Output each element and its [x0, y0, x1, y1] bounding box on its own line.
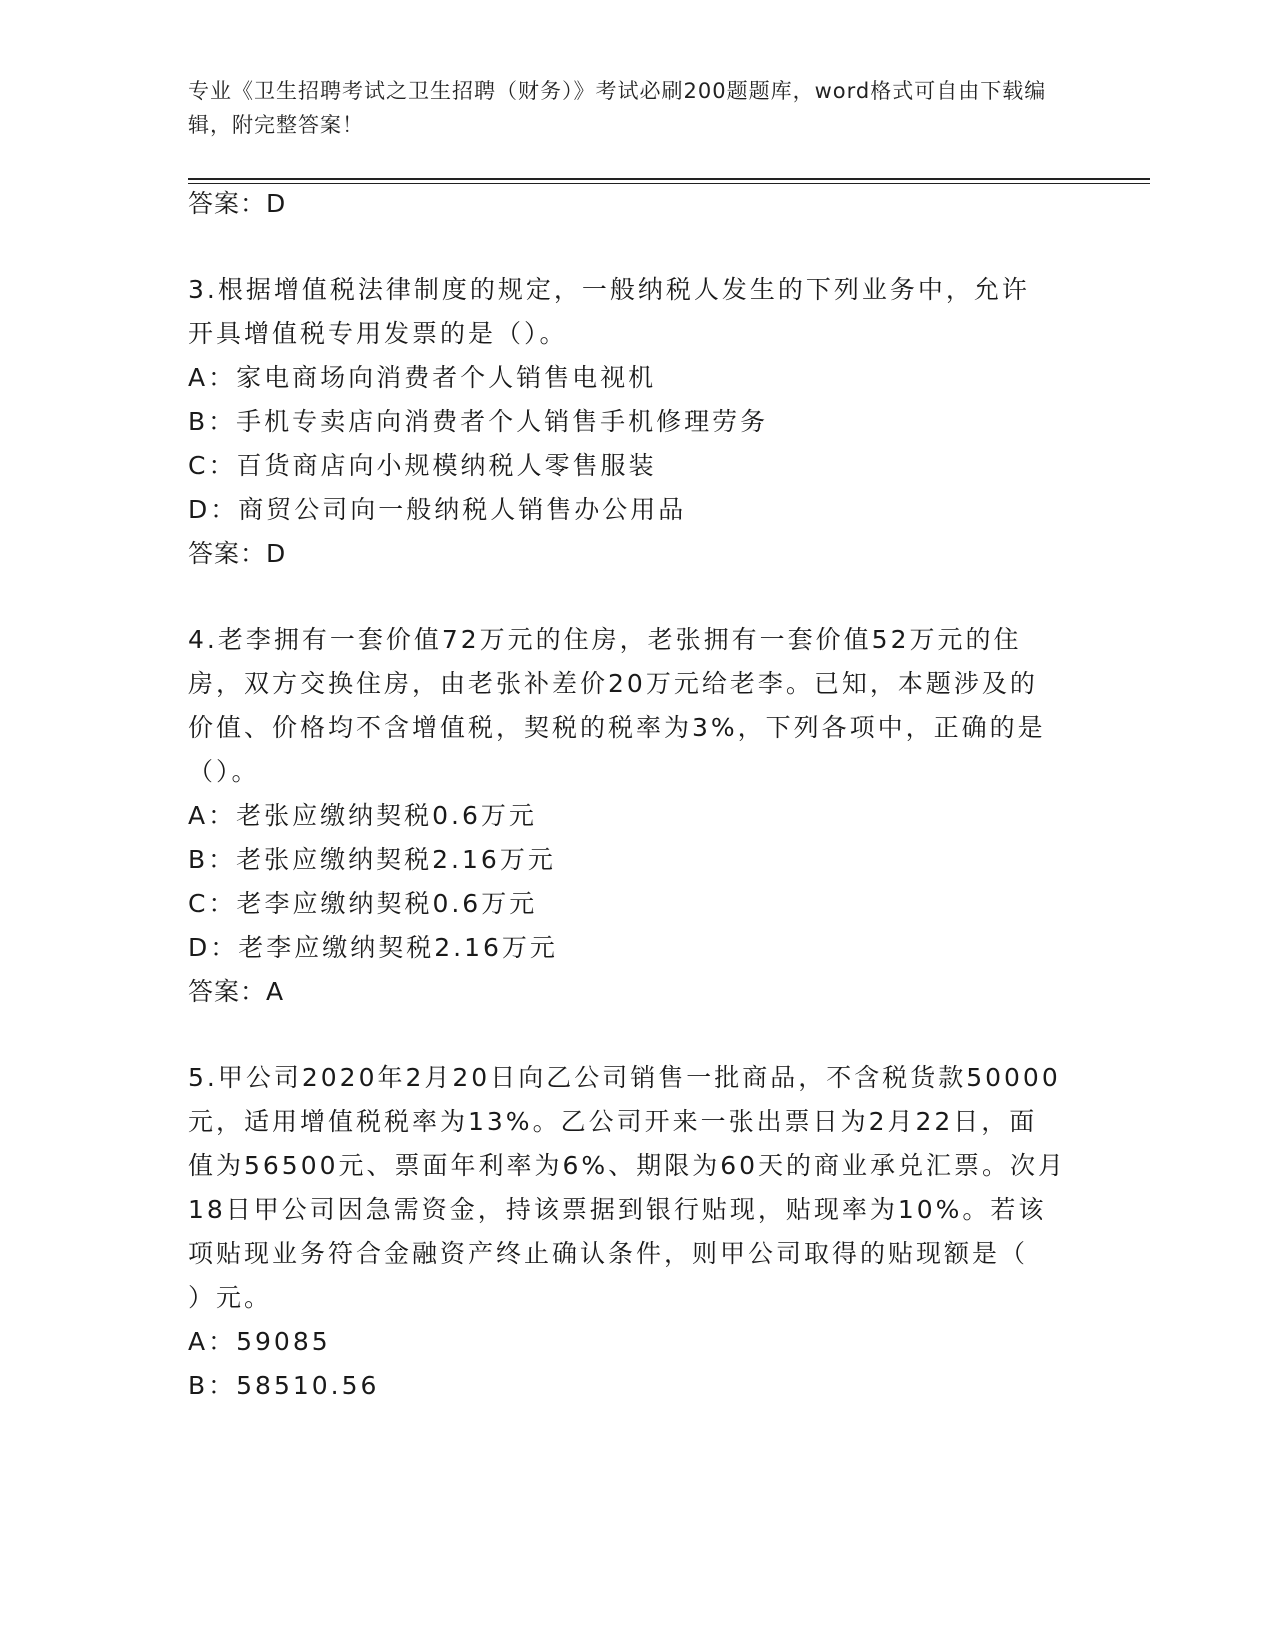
- question-3-option-a: A：家电商场向消费者个人销售电视机: [188, 363, 657, 392]
- question-3-stem-line-2: 开具增值税专用发票的是（）。: [188, 319, 568, 348]
- question-3-answer: 答案：D: [188, 539, 287, 568]
- question-5-option-a: A：59085: [188, 1327, 331, 1356]
- question-4-option-c: C：老李应缴纳契税0.6万元: [188, 889, 538, 918]
- question-3-option-d: D：商贸公司向一般纳税人销售办公用品: [188, 495, 687, 524]
- question-4-option-b: B：老张应缴纳契税2.16万元: [188, 845, 556, 874]
- document-header: 专业《卫生招聘考试之卫生招聘（财务）》考试必刷200题题库，word格式可自由下载编辑，附完整答案！: [188, 79, 1047, 137]
- question-5-stem-line-6: ）元。: [188, 1283, 273, 1312]
- header-divider-thin: [188, 183, 1150, 184]
- question-4-option-d: D：老李应缴纳契税2.16万元: [188, 933, 558, 962]
- question-5-option-b: B：58510.56: [188, 1371, 380, 1400]
- question-4-answer: 答案：A: [188, 977, 285, 1006]
- question-5-stem-line-3: 值为56500元、票面年利率为6%、期限为60天的商业承兑汇票。次月: [188, 1151, 1067, 1180]
- question-4-stem-line-3: 价值、价格均不含增值税，契税的税率为3%，下列各项中，正确的是: [188, 713, 1046, 742]
- question-4-stem-line-4: （）。: [188, 757, 260, 786]
- question-4-stem-line-1: 4.老李拥有一套价值72万元的住房，老张拥有一套价值52万元的住: [188, 625, 1022, 654]
- question-3-option-b: B：手机专卖店向消费者个人销售手机修理劳务: [188, 407, 769, 436]
- question-5-stem-line-5: 项贴现业务符合金融资产终止确认条件，则甲公司取得的贴现额是（: [188, 1239, 1029, 1268]
- question-5-stem-line-4: 18日甲公司因急需资金，持该票据到银行贴现，贴现率为10%。若该: [188, 1195, 1047, 1224]
- question-3-option-c: C：百货商店向小规模纳税人零售服装: [188, 451, 657, 480]
- question-5-stem-line-1: 5.甲公司2020年2月20日向乙公司销售一批商品，不含税货款50000: [188, 1063, 1061, 1092]
- question-5-stem-line-2: 元，适用增值税税率为13%。乙公司开来一张出票日为2月22日，面: [188, 1107, 1038, 1136]
- question-3-stem-line-1: 3.根据增值税法律制度的规定，一般纳税人发生的下列业务中，允许: [188, 275, 1030, 304]
- header-divider: [188, 178, 1150, 180]
- question-4-option-a: A：老张应缴纳契税0.6万元: [188, 801, 537, 830]
- question-4-stem-line-2: 房，双方交换住房，由老张补差价20万元给老李。已知，本题涉及的: [188, 669, 1038, 698]
- answer-previous: 答案：D: [188, 189, 287, 218]
